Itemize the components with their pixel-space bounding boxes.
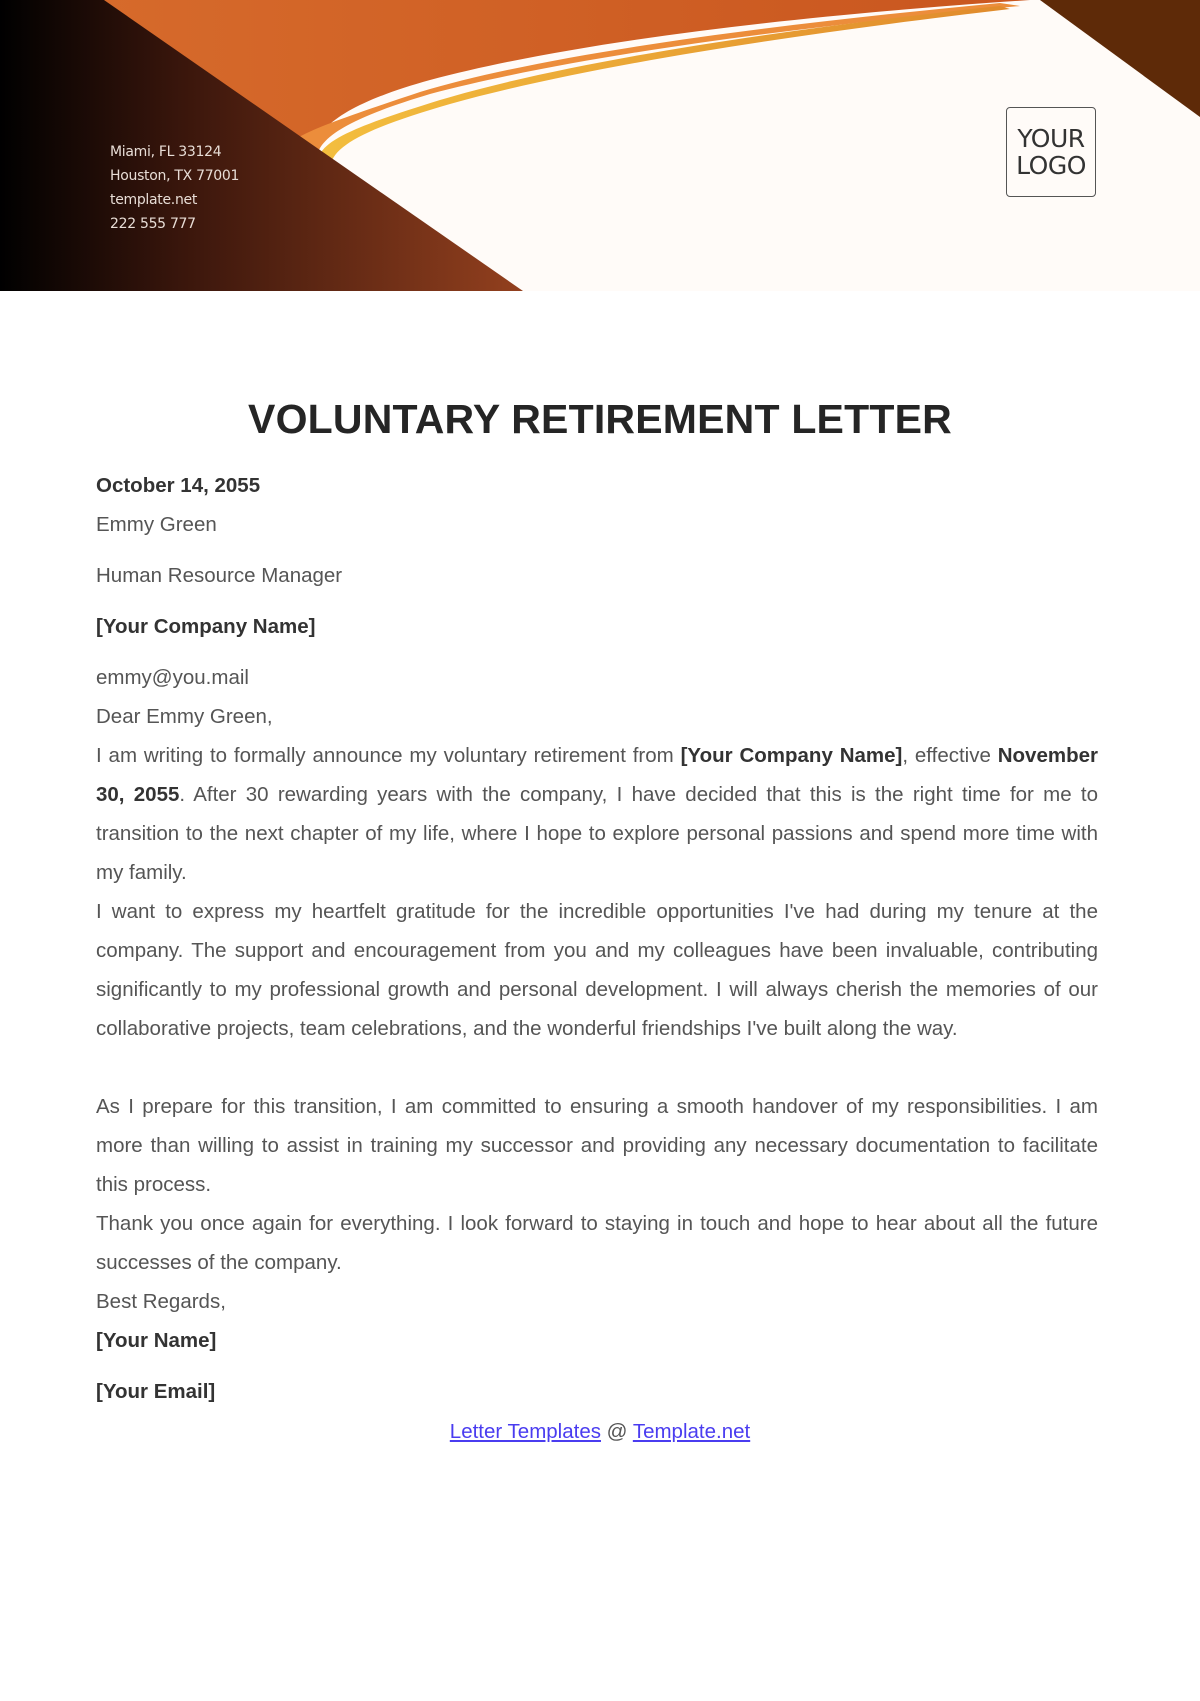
paragraph-2: I want to express my heartfelt gratitude for the incredible opportunities I've had during my tenure at the company. The support and encouragement from you and my colleagues have been invaluable, contributing significantly to my professional growth and personal development. I will always cherish the memories of our collaborative projects, team celebrations, and the wonderful friendships I've built along the way. — [96, 900, 1098, 1040]
p1-company-bold: [Your Company Name] — [680, 744, 903, 767]
paragraph-1 — [96, 736, 1098, 892]
address-line-2: Houston, TX 77001 — [110, 168, 240, 184]
p1-text-e: . After 30 rewarding years with the company, I have decided that this is the right time for me to transition to the next chapter of my life, where I hope to explore personal passions and spend more time with my family. — [96, 783, 1098, 884]
footer-credit — [0, 1412, 1200, 1451]
company-name: [Your Company Name] — [96, 615, 316, 638]
letterhead — [0, 0, 1200, 291]
footer-separator: @ — [600, 1420, 633, 1443]
logo-line-1: YOUR — [1017, 124, 1085, 153]
letter-date: October 14, 2055 — [96, 474, 261, 497]
closing: Best Regards, — [96, 1290, 226, 1313]
p1-text-c: , effective — [902, 744, 998, 767]
salutation: Dear Emmy Green, — [96, 705, 273, 728]
recipient-email: emmy@you.mail — [96, 666, 249, 689]
sender-email: [Your Email] — [96, 1380, 216, 1403]
paragraph-4: Thank you once again for everything. I look forward to staying in touch and hope to hear about all the future successes of the company. — [96, 1212, 1098, 1274]
sender-address-block — [110, 140, 239, 236]
recipient-title: Human Resource Manager — [96, 564, 343, 587]
logo-line-2: LOGO — [1016, 151, 1086, 180]
p1-date-bold: November 30, 2055 — [96, 744, 1098, 806]
p1-text-a: I am writing to formally announce my voluntary retirement from — [96, 744, 681, 767]
paragraph-3: As I prepare for this transition, I am committed to ensuring a smooth handover of my responsibilities. I am more than willing to assist in training my successor and providing any necessary documentation to facilitate this process. — [96, 1095, 1098, 1196]
website: template.net — [110, 192, 198, 208]
letter-templates-link[interactable]: Letter Templates — [449, 1420, 601, 1443]
recipient-name: Emmy Green — [96, 513, 217, 536]
logo-placeholder — [1006, 107, 1096, 197]
address-line-1: Miami, FL 33124 — [110, 144, 222, 160]
phone: 222 555 777 — [110, 216, 196, 232]
template-net-link[interactable]: Template.net — [632, 1420, 751, 1443]
page-title: VOLUNTARY RETIREMENT LETTER — [248, 396, 952, 442]
sender-name: [Your Name] — [96, 1329, 217, 1352]
